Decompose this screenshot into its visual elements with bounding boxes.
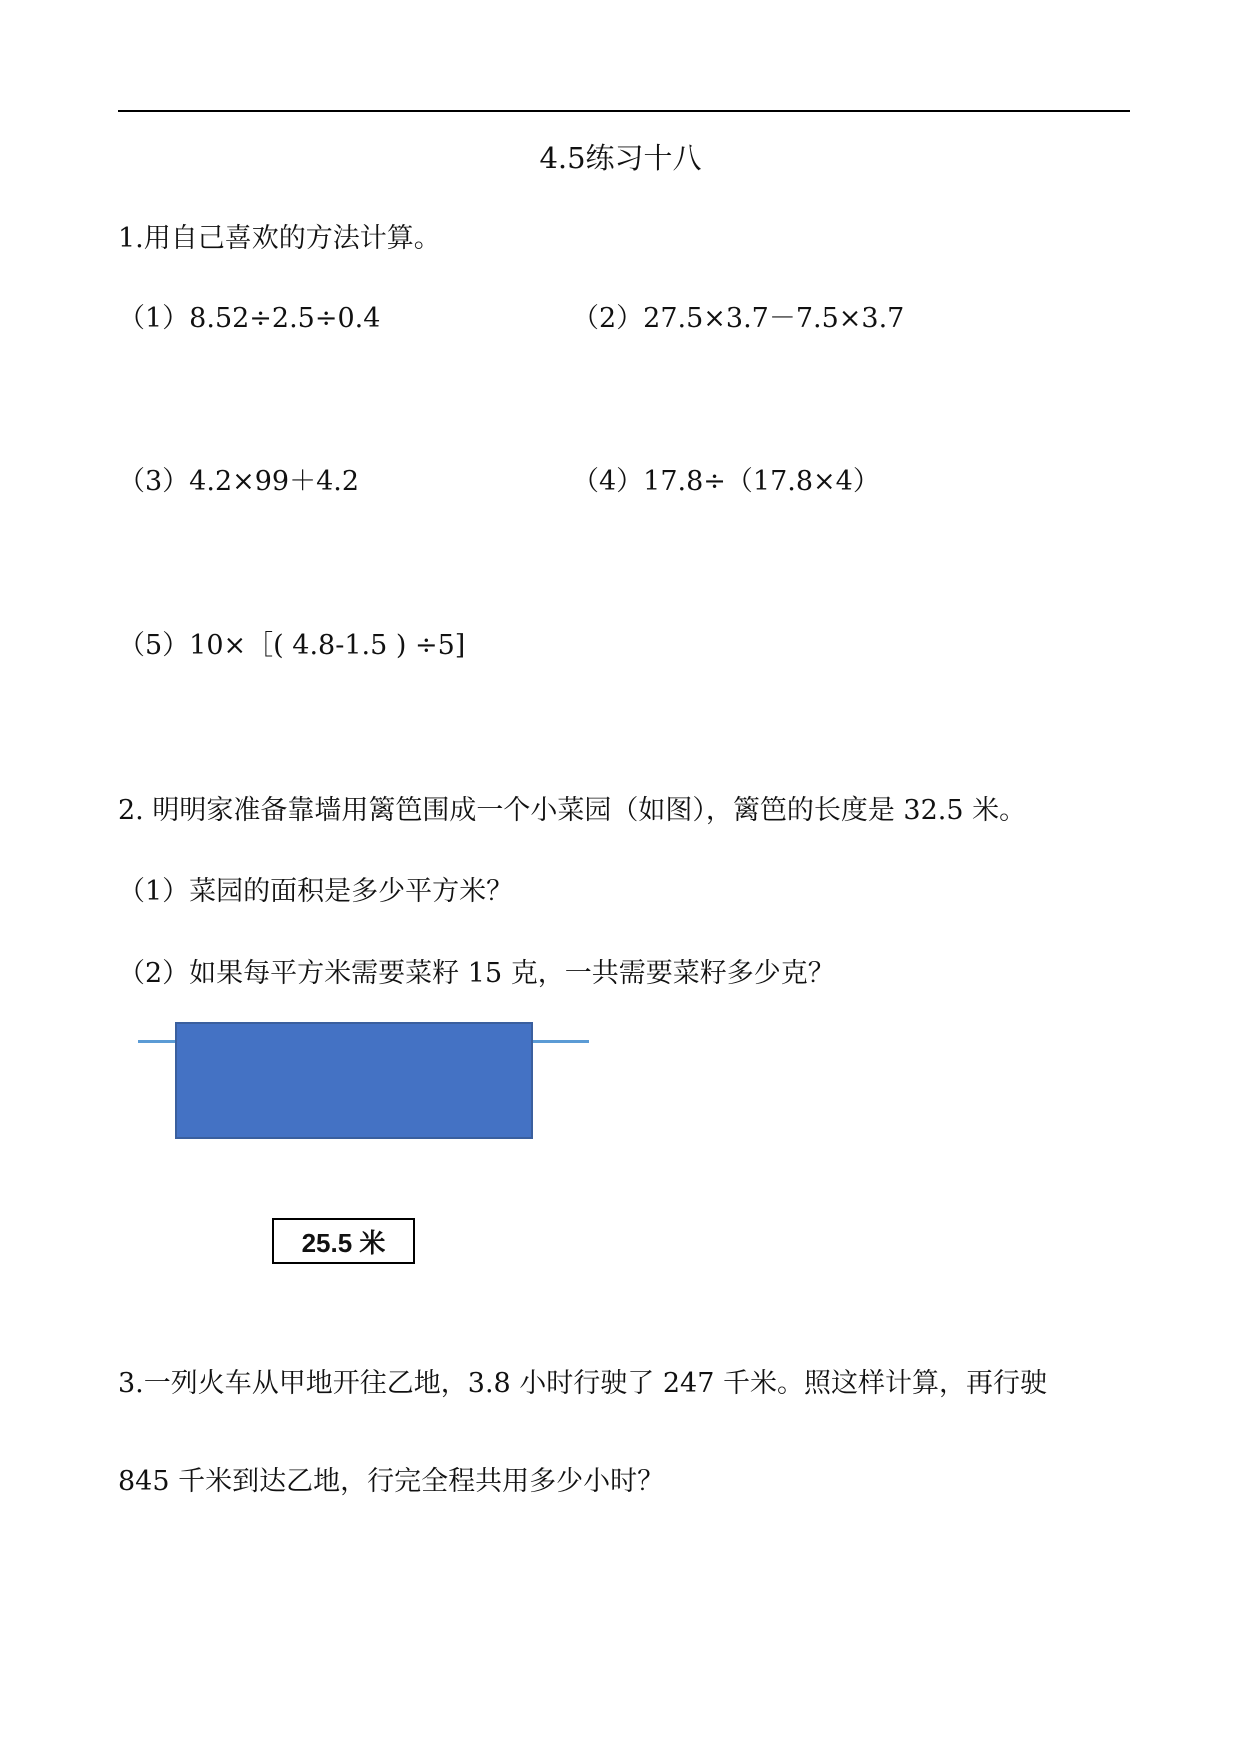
q1-item-2: （2）27.5×3.7－7.5×3.7	[572, 303, 905, 334]
q1-item-5: （5）10×［( 4.8-1.5 ) ÷5]	[118, 630, 466, 661]
q1-heading: 1.用自己喜欢的方法计算。	[118, 223, 441, 254]
q1-item-4: （4）17.8÷（17.8×4）	[572, 466, 880, 497]
q2-sub-1: （1）菜园的面积是多少平方米？	[118, 876, 514, 907]
wall-right	[533, 1040, 589, 1043]
q3-line-2: 845 千米到达乙地，行完全程共用多少小时？	[118, 1466, 665, 1497]
q3-line-1: 3.一列火车从甲地开往乙地，3.8 小时行驶了 247 千米。照这样计算，再行驶	[118, 1368, 1047, 1399]
garden-rectangle	[175, 1022, 533, 1139]
q2-heading: 2. 明明家准备靠墙用篱笆围成一个小菜园（如图），篱笆的长度是 32.5 米。	[118, 795, 1027, 826]
length-label: 25.5 米	[272, 1218, 415, 1264]
q1-item-1: （1）8.52÷2.5÷0.4	[118, 303, 381, 334]
wall-left	[138, 1040, 175, 1043]
q1-item-3: （3）4.2×99＋4.2	[118, 466, 360, 497]
page-title: 4.5练习十八	[539, 141, 702, 175]
header-rule	[118, 110, 1130, 112]
q2-sub-2: （2）如果每平方米需要菜籽 15 克，一共需要菜籽多少克？	[118, 958, 835, 989]
